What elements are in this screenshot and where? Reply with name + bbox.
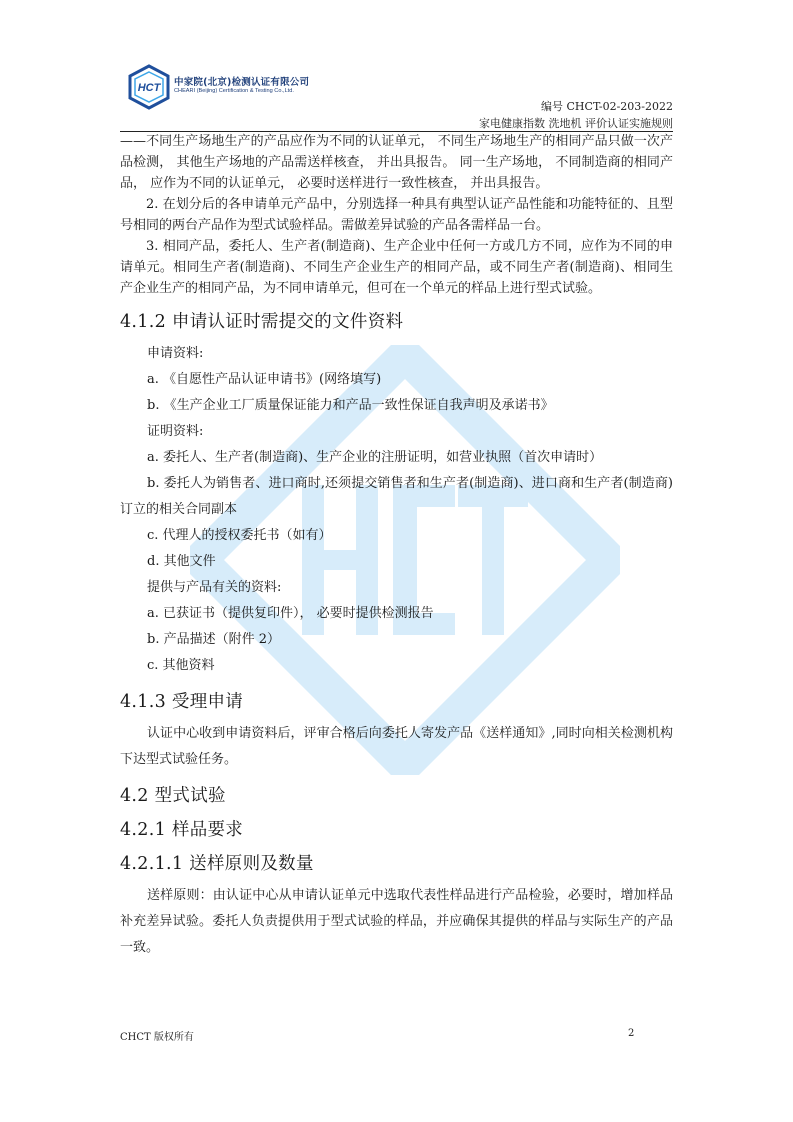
company-name-cn: 中家院(北京)检测认证有限公司 xyxy=(174,77,310,88)
heading-4-1-3: 4.1.3 受理申请 xyxy=(120,692,244,712)
heading-4-2-1: 4.2.1 样品要求 xyxy=(120,820,244,840)
heading-4-1-2: 4.1.2 申请认证时需提交的文件资料 xyxy=(120,312,404,332)
heading-4-2: 4.2 型式试验 xyxy=(120,786,226,806)
paragraph-4-1-3: 认证中心收到申请资料后，评审合格后向委托人寄发产品《送样通知》,同时向相关检测机构下达型式试验任务。 xyxy=(120,726,673,767)
footer-copyright: CHCT 版权所有 xyxy=(120,1032,194,1043)
main-content xyxy=(120,131,673,961)
logo-letters: HCT xyxy=(137,82,161,94)
paragraph-2: 2. 在划分后的各申请单元产品中，分别选择一种具有典型认证产品性能和功能特征的、且型号相同的两台产品作为型式试验样品。需做差异试验的产品各需样品一台。 xyxy=(120,197,673,233)
paragraph-4-2-1-1: 送样原则：由认证中心从申请认证单元中选取代表性样品进行产品检验，必要时，增加样品补充差异试验。委托人负责提供用于型式试验的样品，并应确保其提供的样品与实际生产的产品一致。 xyxy=(120,888,673,955)
product-info-label: 提供与产品有关的资料: xyxy=(147,580,282,595)
intro-paragraph: ——不同生产场地生产的产品应作为不同的认证单元， 不同生产场地生产的相同产品只做一次产品检测， 其他生产场地的产品需送样核查， 并出具报告。 同一生产场地， 不同制造商的相同产品， 应作为不同的认证单元， 必要时送样进行一致性核查， 并出具报告。 xyxy=(120,134,673,191)
proof-label: 证明资料: xyxy=(147,424,204,439)
company-logo xyxy=(126,64,326,112)
document-code: 编号 CHCT-02-203-2022 xyxy=(541,100,673,113)
list-item-proof-c: c. 代理人的授权委托书（如有） xyxy=(147,528,332,543)
list-item-prod-c: c. 其他资料 xyxy=(147,658,215,673)
application-label: 申请资料: xyxy=(147,346,204,361)
document-subtitle: 家电健康指数 洗地机 评价认证实施规则 xyxy=(479,117,673,130)
page-number: 2 xyxy=(628,1028,635,1039)
list-item-proof-b: b. 委托人为销售者、进口商时,还须提交销售者和生产者(制造商)、进口商和生产者(制造商)订立的相关合同副本 xyxy=(120,476,673,517)
paragraph-3: 3. 相同产品，委托人、生产者(制造商)、生产企业中任何一方或几方不同，应作为不同的申请单元。相同生产者(制造商)、不同生产企业生产的相同产品，或不同生产者(制造商)、相同生产企业生产的相同产品，为不同申请单元，但可在一个单元的样品上进行型式试验。 xyxy=(120,239,673,296)
hct-logo-icon xyxy=(126,64,172,110)
list-item-proof-a: a. 委托人、生产者(制造商)、生产企业的注册证明，如营业执照（首次申请时） xyxy=(147,450,603,465)
list-item-prod-a: a. 已获证书（提供复印件）， 必要时提供检测报告 xyxy=(147,606,434,621)
list-item-proof-d: d. 其他文件 xyxy=(147,554,216,569)
company-name-en: CHEARI (Beijing) Certification & Testing Co.,Ltd. xyxy=(174,88,294,94)
list-item-app-b: b. 《生产企业工厂质量保证能力和产品一致性保证自我声明及承诺书》 xyxy=(147,398,554,413)
list-item-app-a: a. 《自愿性产品认证申请书》(网络填写) xyxy=(147,372,382,387)
list-item-prod-b: b. 产品描述（附件 2） xyxy=(147,632,280,647)
heading-4-2-1-1: 4.2.1.1 送样原则及数量 xyxy=(120,854,314,874)
